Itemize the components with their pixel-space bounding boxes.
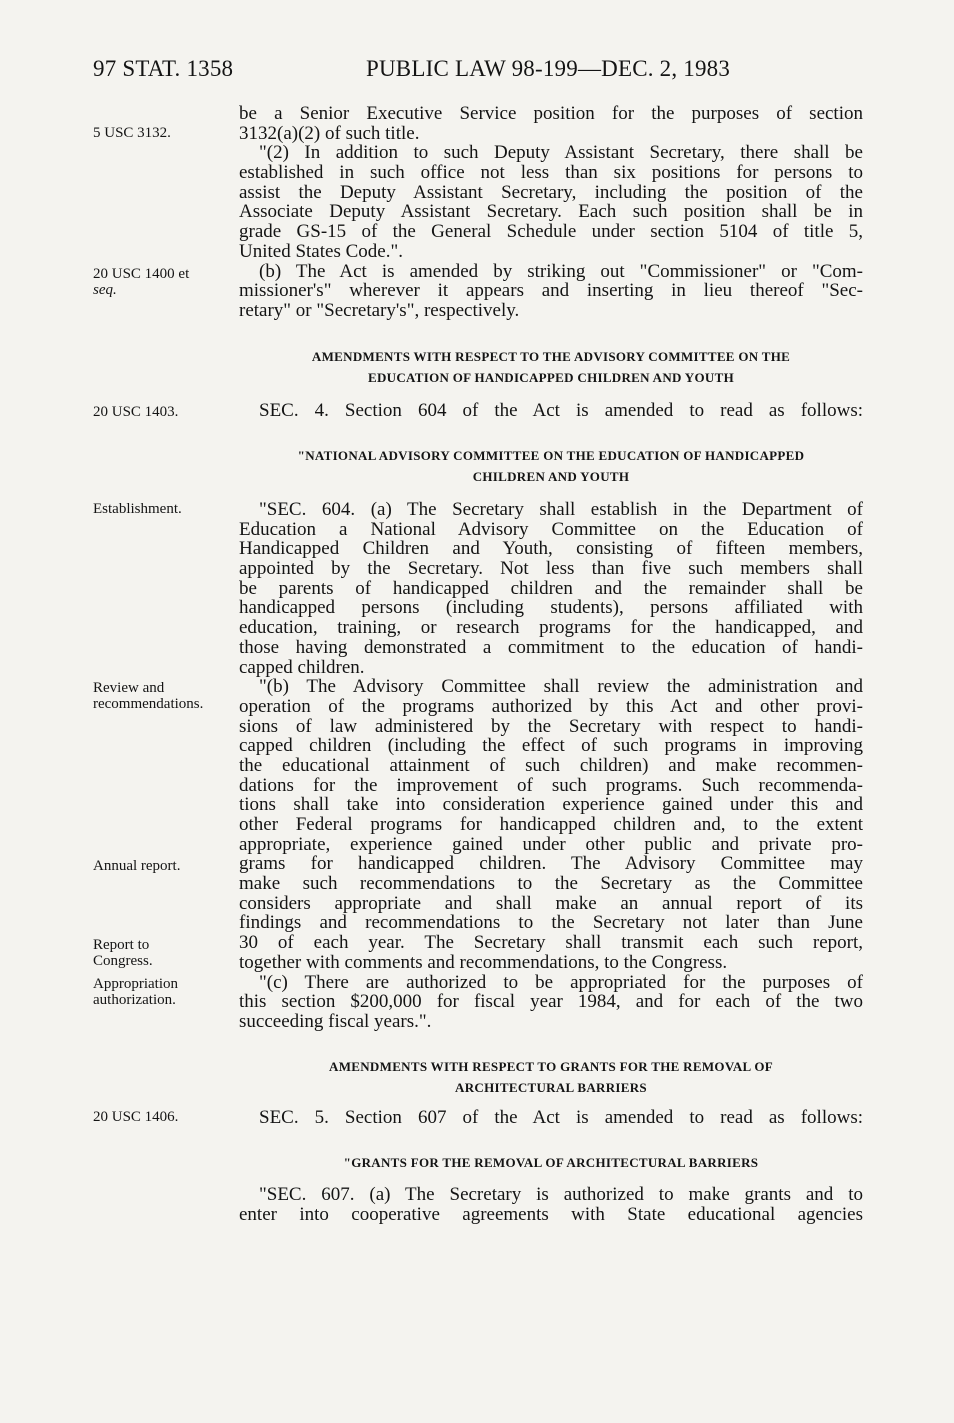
margin-note-annual-report: Annual report. [93,858,181,874]
section-4-line [239,401,863,421]
heading-line: "GRANTS FOR THE REMOVAL OF ARCHITECTURAL BARRIERS [343,1155,759,1170]
text-line: "SEC. 604. (a) The Secretary shall establish in the Department of [259,499,863,520]
text-line: 3132(a)(2) of such title. [239,122,420,144]
text-line: be parents of handicapped children and the remainder shall be [239,577,863,599]
section-heading-advisory-committee [239,346,863,388]
text-line: other Federal programs for handicapped children and, to the extent [239,814,863,835]
text-line: handicapped persons (including students), persons affiliated with [239,597,863,619]
text-line: appropriate, experience gained under other public and private pro- [239,833,863,855]
margin-note-authorization: authorization. [93,992,176,1008]
heading-line: EDUCATION OF HANDICAPPED CHILDREN AND YOUTH [368,370,734,385]
margin-note-20-usc-1400 [93,266,189,282]
text-line: this section $200,000 for fiscal year 1984, and for each of the two [239,991,863,1013]
margin-note-appropriation: Appropriation [93,976,178,992]
text-line: be a Senior Executive Service position for the purposes of section [239,103,863,124]
text-line: SEC. 4. Section 604 of the Act is amended to read as follows: [259,400,863,421]
text-line: tions shall take into consideration experience gained under this and [239,794,863,816]
margin-note-20-usc-1400-text: 20 USC 1400 et [93,266,190,282]
text-line: sions of law administered by the Secretary with respect to handi- [239,715,863,737]
text-block-1 [239,104,863,321]
heading-line: "NATIONAL ADVISORY COMMITTEE ON THE EDUCATION OF HANDICAPPED [297,448,805,463]
heading-line: AMENDMENTS WITH RESPECT TO GRANTS FOR THE REMOVAL OF [329,1059,773,1074]
section-heading-architectural-barriers [239,1056,863,1098]
text-line: Associate Deputy Assistant Secretary. Each such position shall be in [239,201,863,223]
text-line: grade GS-15 of the General Schedule under section 5104 of title 5, [239,221,863,243]
text-line: retary" or "Secretary's", respectively. [239,299,520,321]
heading-line: CHILDREN AND YOUTH [472,469,630,484]
text-line: dations for the improvement of such programs. Such recommenda- [239,774,863,796]
heading-line: ARCHITECTURAL BARRIERS [455,1080,647,1095]
text-line: make such recommendations to the Secretary as the Committee [239,873,863,895]
text-line: considers appropriate and shall make an annual report of its [239,892,863,914]
text-line: missioner's" wherever it appears and inserting in lieu thereof "Sec- [239,280,863,302]
page-law-title: PUBLIC LAW 98-199—DEC. 2, 1983 [366,56,731,81]
text-line: findings and recommendations to the Secretary not later than June [239,912,863,934]
text-block-2 [239,500,863,1032]
text-line: the educational attainment of such children) and make recommen- [239,754,863,776]
text-line: "(c) There are authorized to be appropriated for the purposes of [259,971,863,993]
text-line: grams for handicapped children. The Advisory Committee may [239,853,863,875]
subheading-grants-removal [239,1152,863,1173]
text-line: Handicapped Children and Youth, consisting of fifteen members, [239,538,863,560]
margin-note-seq: seq. [93,282,117,298]
text-block-3 [239,1185,863,1224]
margin-note-report-to: Report to [93,937,150,953]
text-line: Education a National Advisory Committee on the Education of [239,518,863,540]
text-line: SEC. 5. Section 607 of the Act is amended to read as follows: [259,1107,863,1128]
margin-note-review-2: recommendations. [93,696,204,712]
text-line: "(2) In addition to such Deputy Assistant Secretary, there shall be [259,142,863,164]
page-stat-number: 97 STAT. 1358 [93,56,234,81]
text-line: education, training, or research programs for the handicapped, and [239,617,863,639]
text-line: 30 of each year. The Secretary shall transmit each such report, [239,932,863,954]
text-line: those having demonstrated a commitment to the education of handi- [239,636,863,658]
text-line: "SEC. 607. (a) The Secretary is authorized to make grants and to [259,1184,863,1205]
text-line: capped children (including the effect of such programs in improving [239,735,863,757]
text-line: established in such office not less than six positions for persons to [239,162,863,184]
text-line: together with comments and recommendations, to the Congress. [239,951,728,973]
margin-note-20-usc-1406: 20 USC 1406. [93,1109,179,1125]
text-line: United States Code.". [239,240,403,262]
text-line: enter into cooperative agreements with State educational agencies [239,1203,863,1225]
subheading-national-advisory-committee [239,445,863,487]
heading-line: AMENDMENTS WITH RESPECT TO THE ADVISORY COMMITTEE ON THE [311,349,791,364]
text-line: (b) The Act is amended by striking out "Commissioner" or "Com- [259,260,863,282]
text-line: "(b) The Advisory Committee shall review the administration and [259,676,863,698]
text-line: operation of the programs authorized by this Act and other provi- [239,695,863,717]
margin-note-establishment: Establishment. [93,501,182,517]
text-line: succeeding fiscal years.". [239,1010,432,1032]
margin-note-20-usc-1403: 20 USC 1403. [93,404,179,420]
margin-note-congress: Congress. [93,953,153,969]
text-line: capped children. [239,656,365,678]
margin-note-5-usc-3132: 5 USC 3132. [93,125,171,141]
text-line: appointed by the Secretary. Not less than five such members shall [239,558,863,580]
text-line: assist the Deputy Assistant Secretary, including the position of the [239,181,863,203]
margin-note-review-1: Review and [93,680,165,696]
section-5-line [239,1108,863,1128]
